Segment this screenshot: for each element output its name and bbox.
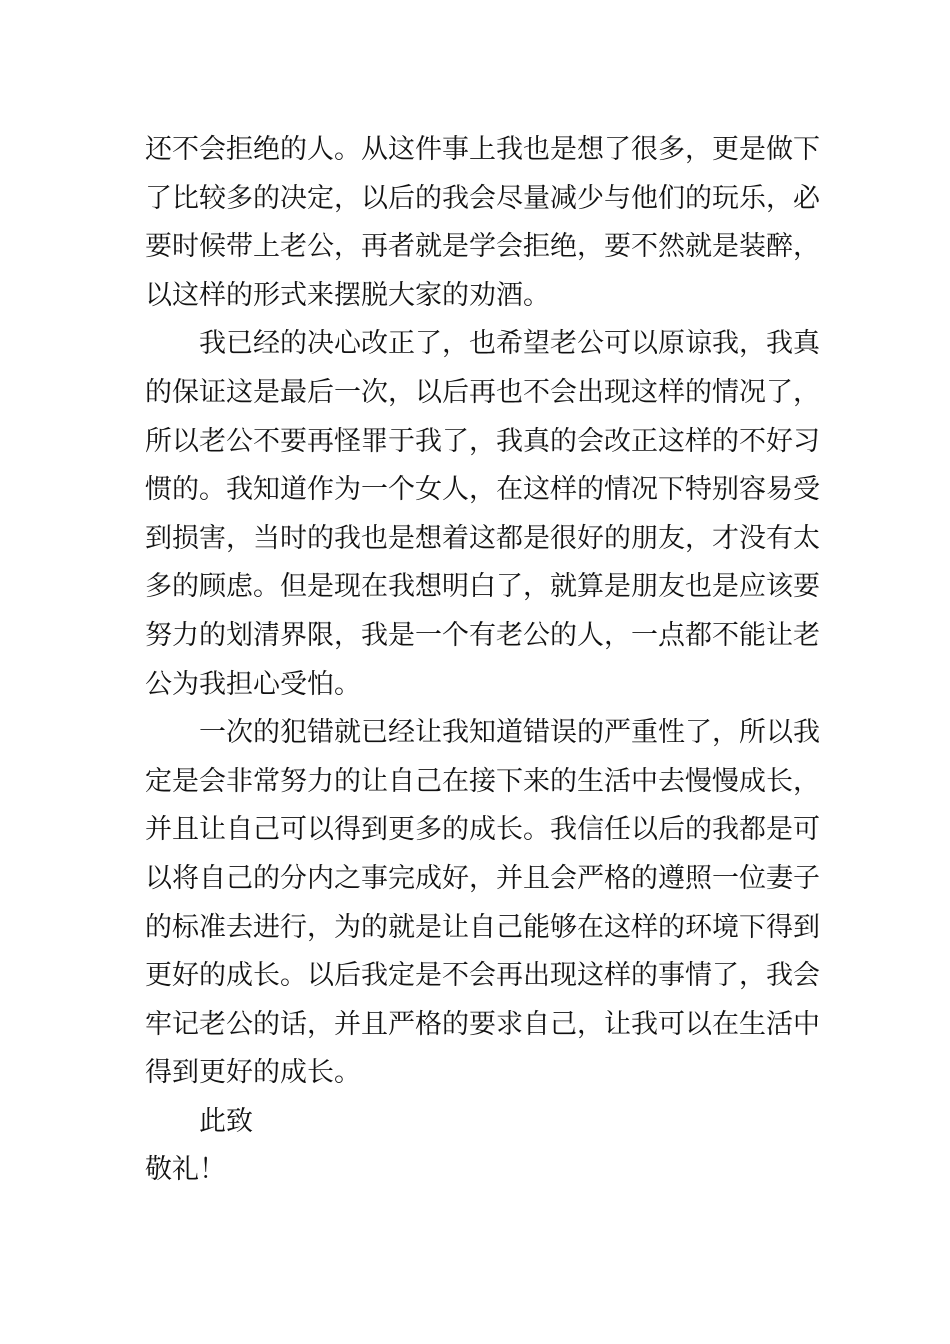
salutation: 敬礼！ (145, 1154, 226, 1186)
text-line: 定是会非常努力的让自己在接下来的生活中去慢慢成长， (145, 765, 820, 797)
text-line: 努力的划清界限，我是一个有老公的人，一点都不能让老 (145, 619, 820, 651)
text-line: 要时候带上老公，再者就是学会拒绝，要不然就是装醉， (145, 231, 820, 263)
text-line: 牢记老公的话，并且严格的要求自己，让我可以在生活中 (145, 1008, 820, 1040)
text-line: 更好的成长。以后我定是不会再出现这样的事情了，我会 (145, 960, 820, 992)
closing-phrase: 此致 (199, 1105, 253, 1137)
paragraph-2 (145, 320, 820, 709)
text-line: 一次的犯错就已经让我知道错误的严重性了，所以我 (199, 717, 820, 749)
text-line: 以将自己的分内之事完成好，并且会严格的遵照一位妻子 (145, 862, 820, 894)
text-line: 公为我担心受怕。 (145, 668, 361, 700)
text-line: 到损害，当时的我也是想着这都是很好的朋友，才没有太 (145, 522, 820, 554)
text-line: 我已经的决心改正了，也希望老公可以原谅我，我真 (199, 328, 820, 360)
paragraph-1 (145, 126, 820, 320)
letter-body (145, 126, 820, 1195)
text-line: 了比较多的决定，以后的我会尽量减少与他们的玩乐，必 (145, 182, 820, 214)
text-line: 的标准去进行，为的就是让自己能够在这样的环境下得到 (145, 911, 820, 943)
text-line: 多的顾虑。但是现在我想明白了，就算是朋友也是应该要 (145, 571, 820, 603)
text-line: 得到更好的成长。 (145, 1057, 361, 1089)
text-line: 并且让自己可以得到更多的成长。我信任以后的我都是可 (145, 814, 820, 846)
text-line: 所以老公不要再怪罪于我了，我真的会改正这样的不好习 (145, 425, 820, 457)
text-line: 以这样的形式来摆脱大家的劝酒。 (145, 279, 550, 311)
text-line: 惯的。我知道作为一个女人，在这样的情况下特别容易受 (145, 474, 820, 506)
paragraph-3 (145, 709, 820, 1098)
text-line: 的保证这是最后一次，以后再也不会出现这样的情况了， (145, 376, 820, 408)
text-line: 还不会拒绝的人。从这件事上我也是想了很多，更是做下 (145, 134, 820, 165)
